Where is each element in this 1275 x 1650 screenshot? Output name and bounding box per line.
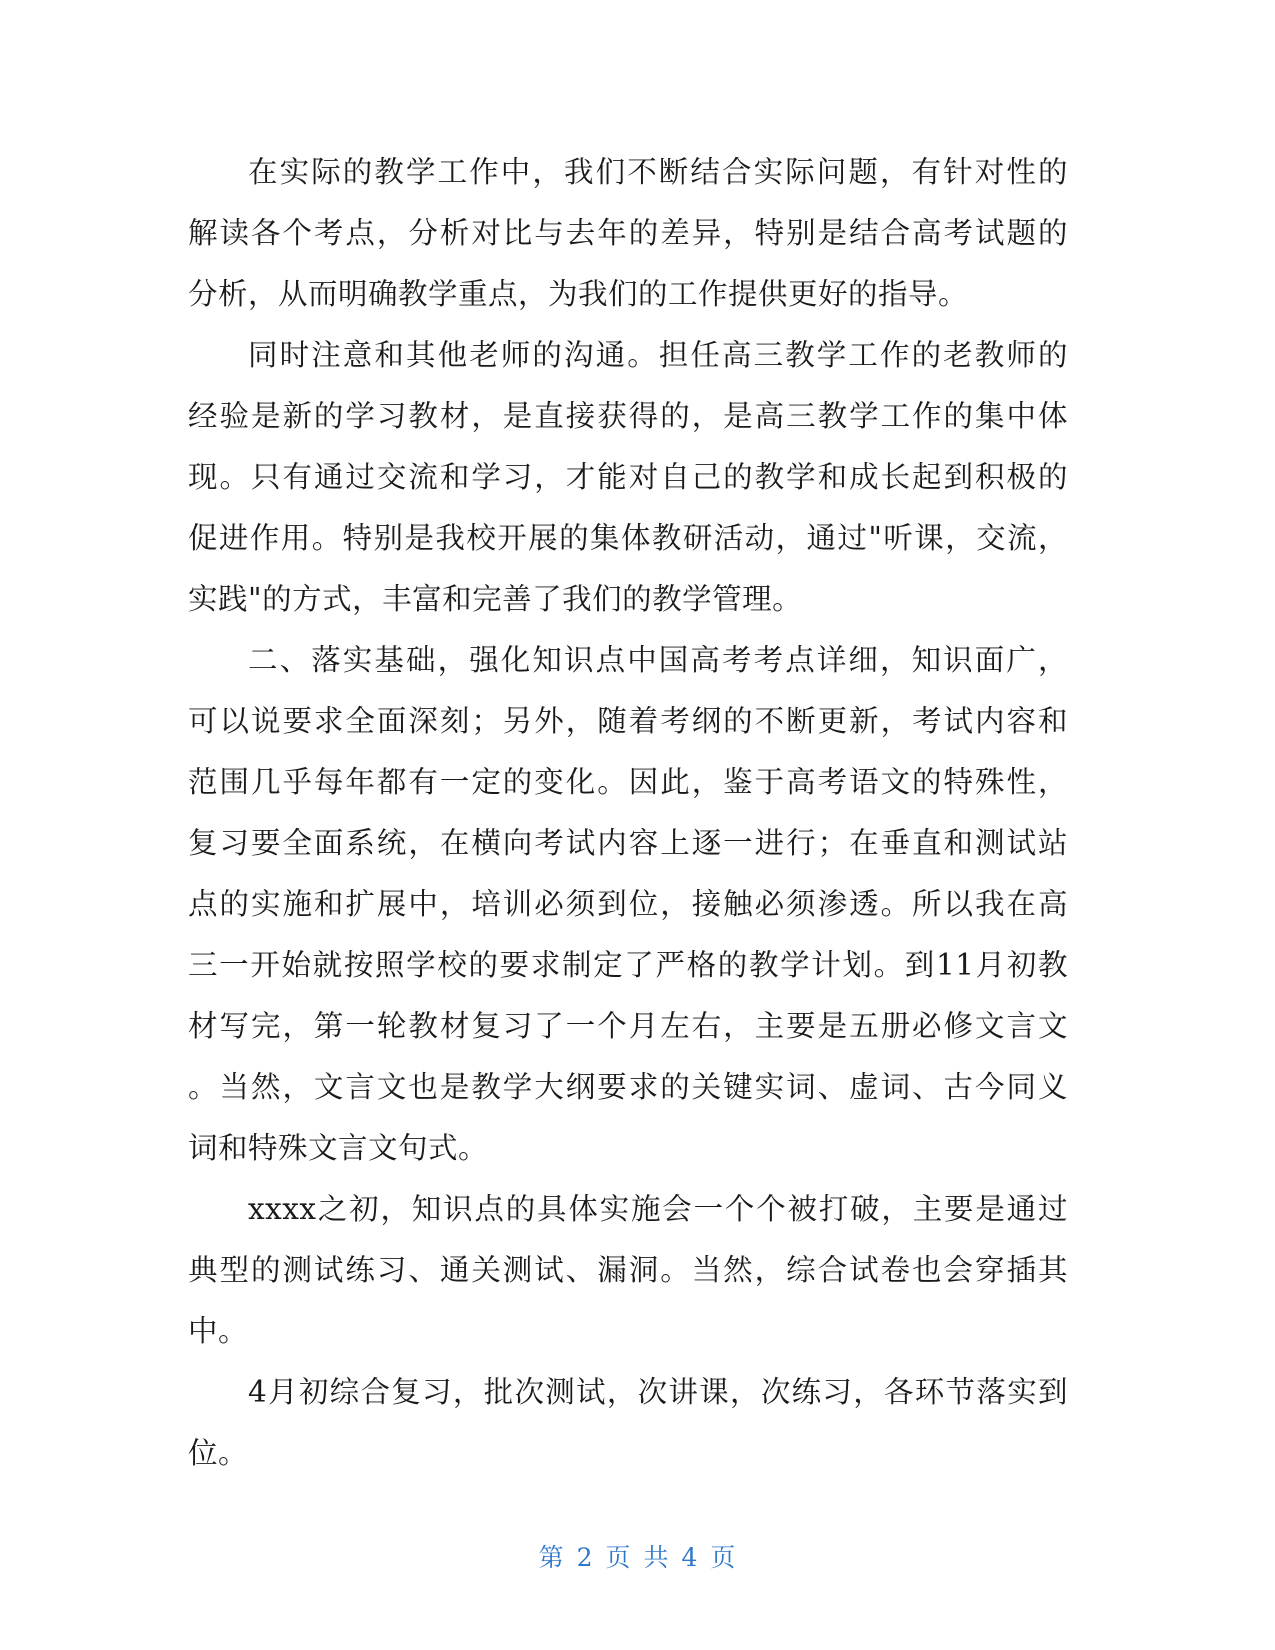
text-line: 。当然，文言文也是教学大纲要求的关键实词、虚词、古今同义 — [188, 1070, 1068, 1104]
text-line: 三一开始就按照学校的要求制定了严格的教学计划。到11月初教 — [188, 948, 1068, 982]
footer-label-ye: 页 — [605, 1543, 632, 1572]
text-line: xxxx之初，知识点的具体实施会一个个被打破，主要是通过 — [248, 1192, 1068, 1226]
paragraph — [188, 1179, 1068, 1362]
paragraph — [188, 1362, 1068, 1484]
current-page-number: 2 — [576, 1543, 594, 1572]
text-line: 实践"的方式，丰富和完善了我们的教学管理。 — [188, 582, 803, 616]
footer-label-ye-2: 页 — [710, 1543, 737, 1572]
footer-label-gong: 共 — [643, 1543, 670, 1572]
text-line: 可以说要求全面深刻；另外，随着考纲的不断更新，考试内容和 — [188, 704, 1068, 738]
text-line: 位。 — [188, 1436, 249, 1470]
text-line: 二、落实基础，强化知识点中国高考考点详细，知识面广， — [248, 643, 1068, 677]
paragraph — [188, 325, 1068, 630]
text-line: 在实际的教学工作中，我们不断结合实际问题，有针对性的 — [248, 155, 1068, 189]
text-line: 4月初综合复习，批次测试，次讲课，次练习，各环节落实到 — [248, 1375, 1068, 1409]
text-line: 促进作用。特别是我校开展的集体教研活动，通过"听课，交流， — [188, 521, 1068, 555]
total-pages-number: 4 — [681, 1543, 699, 1572]
page-footer — [0, 1538, 1275, 1574]
text-line: 材写完，第一轮教材复习了一个月左右，主要是五册必修文言文 — [188, 1009, 1068, 1043]
paragraph — [188, 630, 1068, 1179]
text-line: 范围几乎每年都有一定的变化。因此，鉴于高考语文的特殊性， — [188, 765, 1068, 799]
text-line: 点的实施和扩展中，培训必须到位，接触必须渗透。所以我在高 — [188, 887, 1068, 921]
text-line: 词和特殊文言文句式。 — [188, 1131, 489, 1165]
text-line: 典型的测试练习、通关测试、漏洞。当然，综合试卷也会穿插其 — [188, 1253, 1068, 1287]
document-body — [188, 142, 1068, 1484]
text-line: 经验是新的学习教材，是直接获得的，是高三教学工作的集中体 — [188, 399, 1068, 433]
text-line: 解读各个考点，分析对比与去年的差异，特别是结合高考试题的 — [188, 216, 1068, 250]
text-line: 同时注意和其他老师的沟通。担任高三教学工作的老教师的 — [248, 338, 1068, 372]
text-line: 复习要全面系统，在横向考试内容上逐一进行；在垂直和测试站 — [188, 826, 1068, 860]
footer-label-di: 第 — [538, 1543, 565, 1572]
paragraph — [188, 142, 1068, 325]
text-line: 现。只有通过交流和学习，才能对自己的教学和成长起到积极的 — [188, 460, 1068, 494]
text-line: 分析，从而明确教学重点，为我们的工作提供更好的指导。 — [188, 277, 969, 311]
text-line: 中。 — [188, 1314, 249, 1348]
